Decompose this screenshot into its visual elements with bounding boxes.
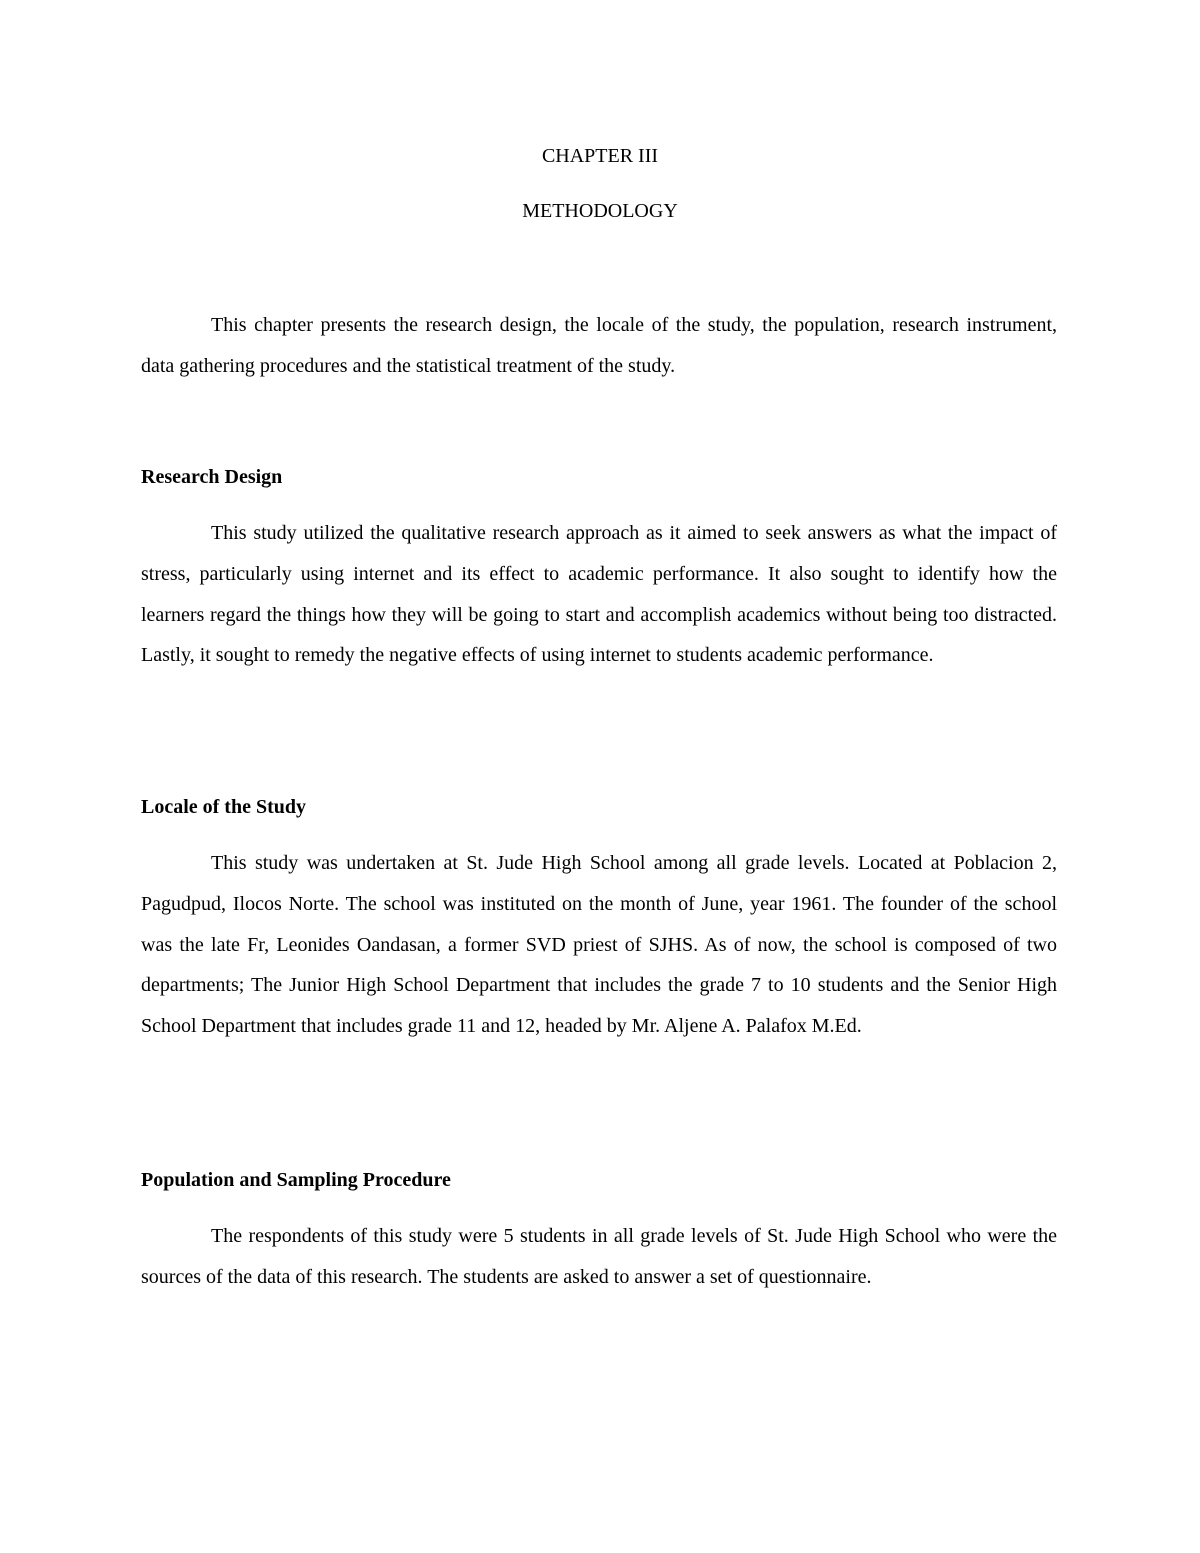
section-heading-research-design: Research Design [141,466,283,488]
section-heading-locale: Locale of the Study [141,796,306,818]
section-body-research-design: This study utilized the qualitative research approach as it aimed to seek answers as what the impact of stress, particularly using internet and its effect to academic performance. It also sought to identify how the learners regard the things how they will be going to start and accomplish academics without being too distracted. Lastly, it sought to remedy the negative effects of using internet to students academic performance. [141,522,1057,667]
chapter-title: METHODOLOGY [522,200,678,222]
intro-paragraph: This chapter presents the research design, the locale of the study, the population, research instrument, data gathering procedures and the statistical treatment of the study. [141,314,1057,377]
section-body-locale: This study was undertaken at St. Jude High School among all grade levels. Located at Poblacion 2, Pagudpud, Ilocos Norte. The school was instituted on the month of June, year 1961. The founder of the school was the late Fr, Leonides Oandasan, a former SVD priest of SJHS. As of now, the school is composed of two departments; The Junior High School Department that includes the grade 7 to 10 students and the Senior High School Department that includes grade 11 and 12, headed by Mr. Aljene A. Palafox M.Ed. [141,852,1057,1038]
section-heading-population: Population and Sampling Procedure [141,1169,451,1191]
section-body-population: The respondents of this study were 5 students in all grade levels of St. Jude High School who were the sources of the data of this research. The students are asked to answer a set of questionnaire. [141,1225,1057,1288]
chapter-label: CHAPTER III [541,145,659,167]
